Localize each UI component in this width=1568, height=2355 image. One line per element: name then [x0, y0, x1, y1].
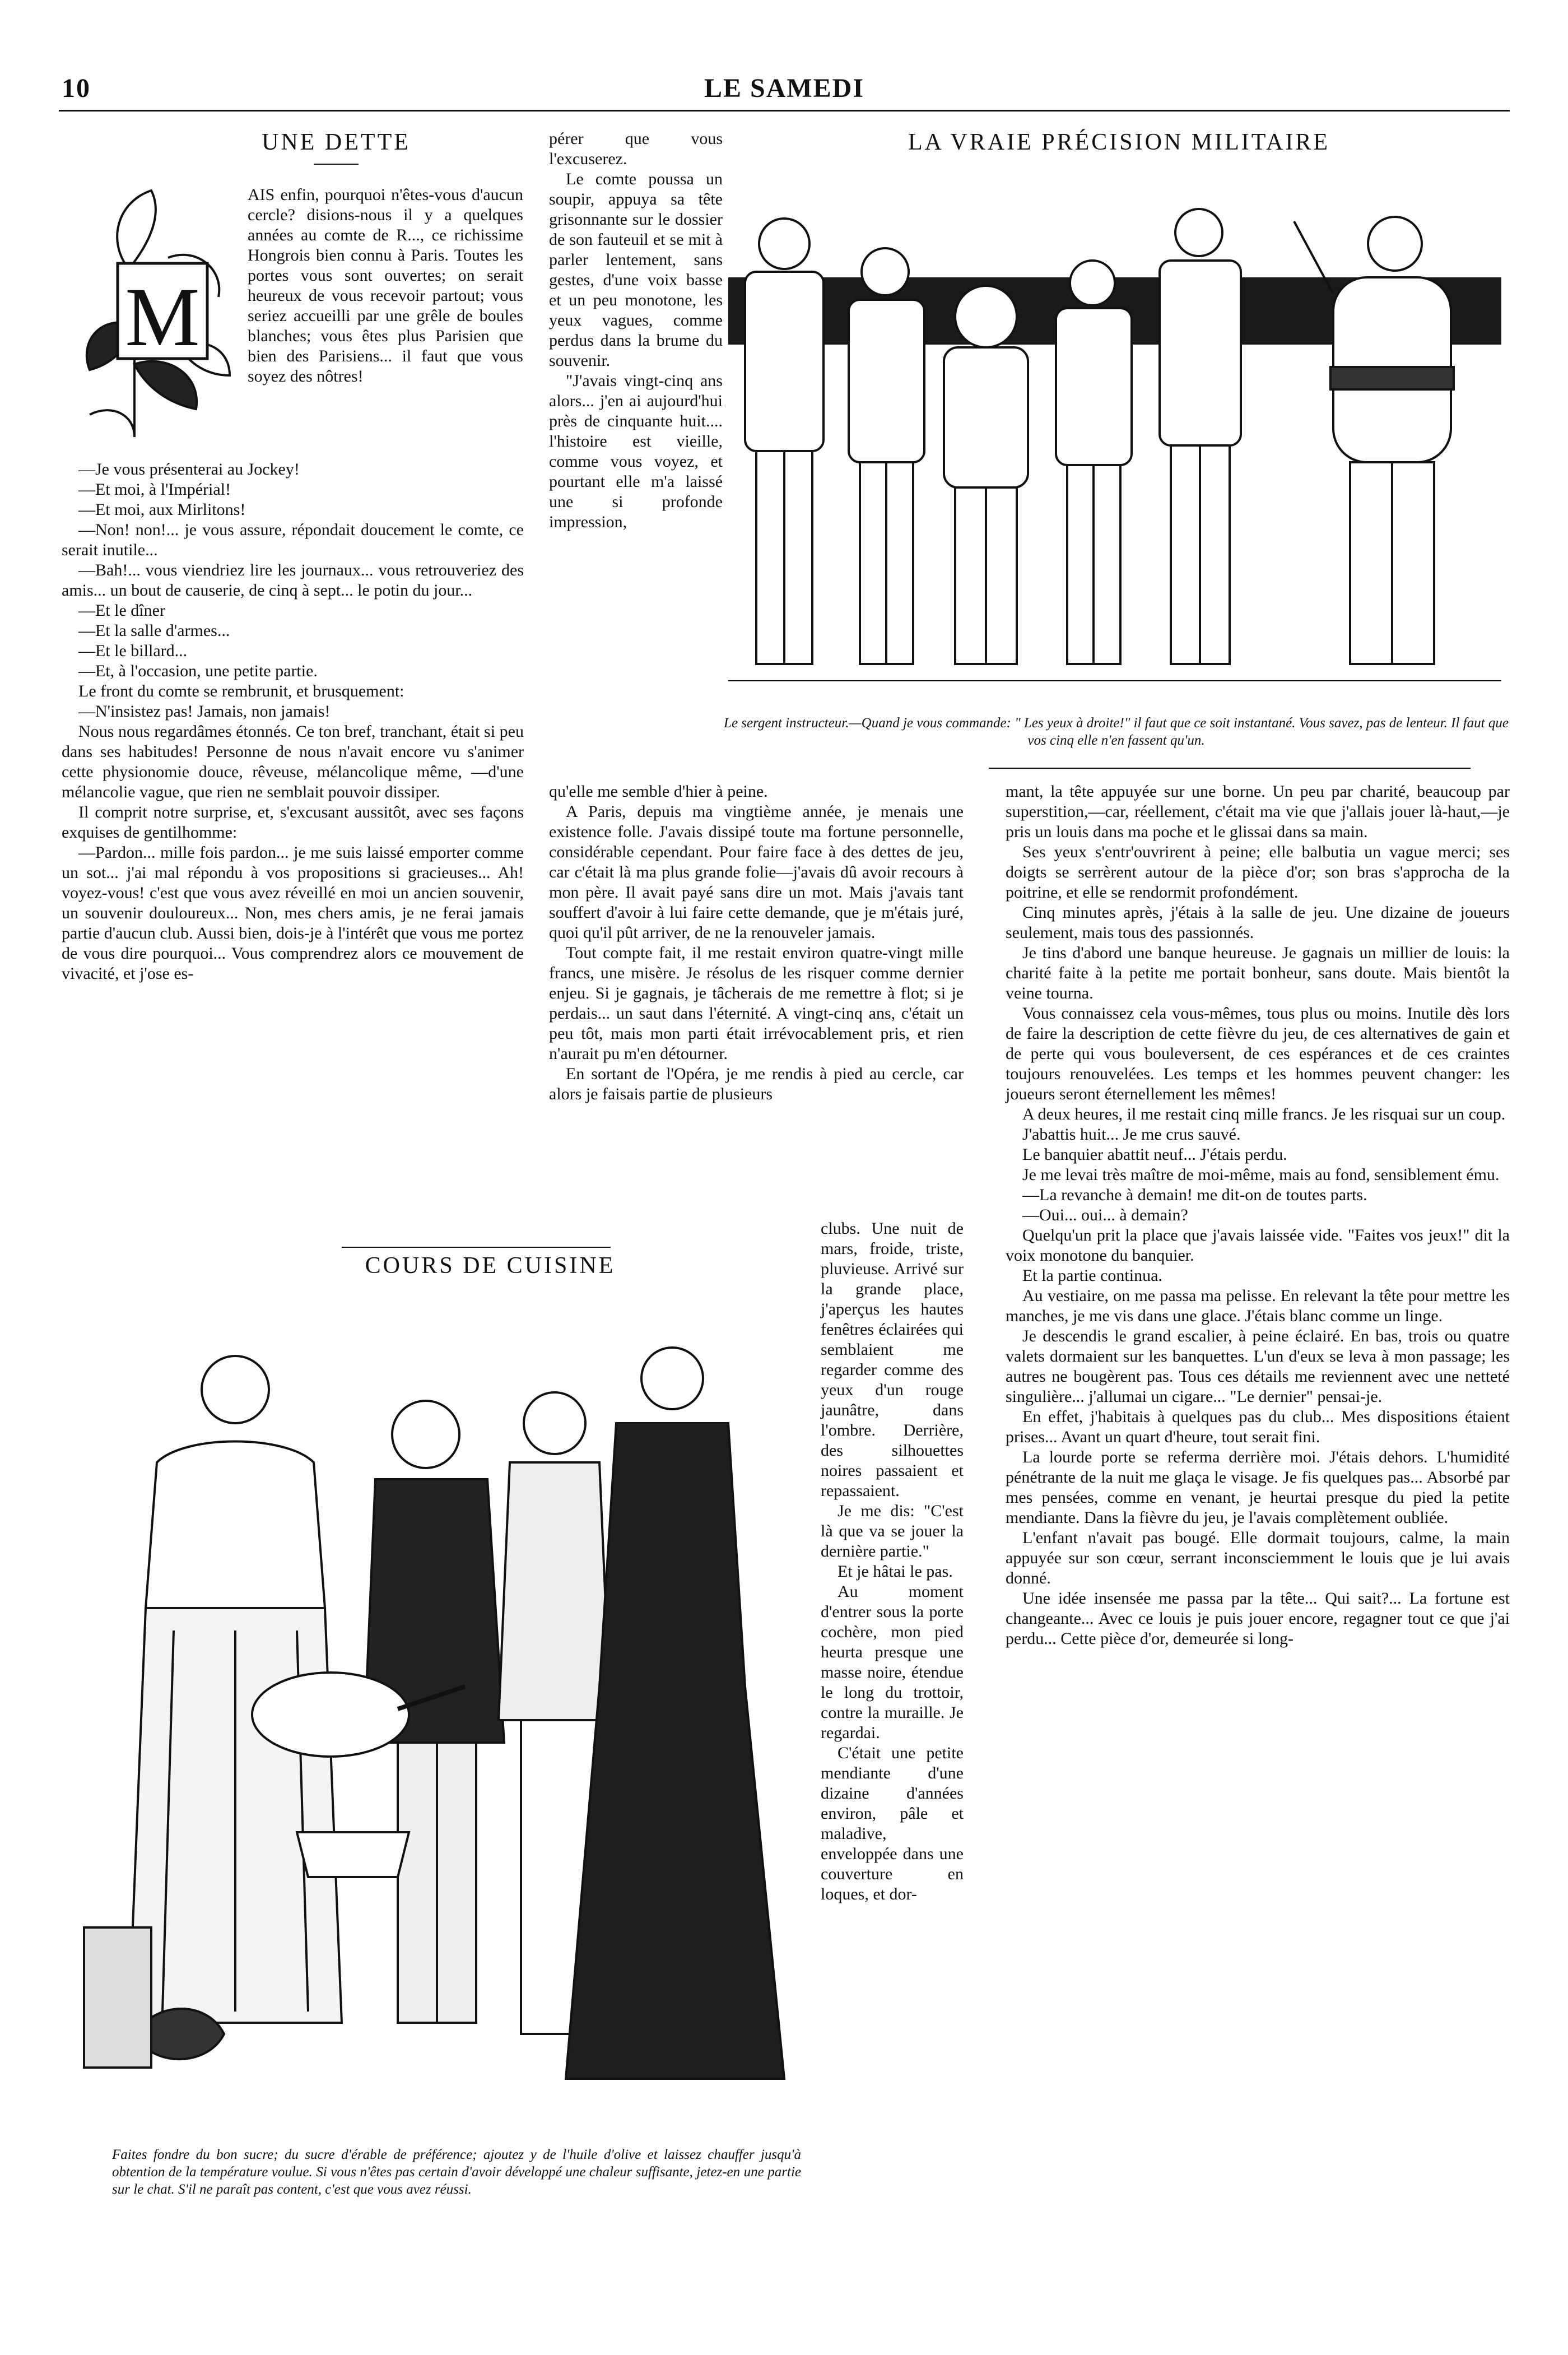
cuisine-cartoon-title: COURS DE CUISINE [365, 1253, 616, 1279]
paragraph: AIS enfin, pourquoi n'êtes-vous d'aucun cercle? disions-nous il y a quelques années au comte de R..., ce richissime Hongrois bien connu à Paris. Toutes les portes vous sont ouvertes; on serait heureux de vous recevoir partout; vous seriez accueilli par une grêle de boules blanches; vous êtes plus Parisien que bien des Parisiens... il faut que vous soyez des nôtres! [248, 185, 523, 385]
paragraph: La lourde porte se referma derrière moi. J'étais dehors. L'humidité pénétrante de la nuit me glaça le visage. Je fis quelques pas... Absorbé par mes pensées, comme en venant, je heurtai presque du pied la petite mendiante. Dans la fièvre du jeu, je l'avais complètement oubliée. [1006, 1448, 1510, 1527]
page-number: 10 [62, 73, 91, 103]
paragraph: —Et, à l'occasion, une petite partie. [78, 662, 318, 680]
paragraph: J'abattis huit... Je me crus sauvé. [1022, 1125, 1241, 1144]
paragraph: mant, la tête appuyée sur une borne. Un peu par charité, beaucoup par superstition,—car, réellement, c'était ma vie que j'allais jouer là-haut,—je pris un louis dans ma poche et le glissai dans sa main. [1006, 782, 1510, 841]
paragraph: Et je hâtai le pas. [837, 1562, 953, 1581]
separator-rule [989, 768, 1471, 769]
soldiers-illustration [723, 160, 1510, 709]
stove [84, 1927, 151, 2068]
story-title: UNE DETTE [262, 129, 411, 155]
cooking-pot [297, 1832, 409, 1877]
drop-cap-letter: M [125, 271, 200, 364]
paragraph: —Bah!... vous viendriez lire les journaux... vous retrouveriez des amis... un bout de causerie, de cinq à sept... le potin du jour... [62, 561, 524, 600]
paragraph: pérer que vous l'excuserez. [549, 129, 723, 168]
journal-title: LE SAMEDI [704, 73, 865, 103]
paragraph: Je me levai très maître de moi-même, mais au fond, sensiblement ému. [1022, 1165, 1500, 1184]
title-rule [342, 1247, 611, 1248]
paragraph: clubs. Une nuit de mars, froide, triste, pluvieuse. Arrivé sur la grande place, j'aperçus les hautes fenêtres éclairées qui semblaient me regarder comme des yeux d'un rouge jaunâtre, dans l'ombre. Derrière, des silhouettes noires passaient et repassaient. [821, 1219, 964, 1500]
paragraph: —Pardon... mille fois pardon... je me suis laissé emporter comme un sot... j'ai mal répondu à vos propositions si gracieuses... Ah! voyez-vous! c'est que vous avez réveillé en moi un ancien souvenir, un souvenir douloureux... Non, mes chers amis, je ne ferai jamais partie d'aucun club. Aussi bien, dois-je à l'intérêt que vous me portez de vous dire pourquoi... Vous comprendrez alors ce mouvement de vivacité, et j'ose es- [62, 843, 524, 983]
paragraph: —N'insistez pas! Jamais, non jamais! [78, 702, 331, 721]
paragraph: L'enfant n'avait pas bougé. Elle dormait toujours, calme, la main appuyée sur son cœur, serrant inconsciemment le louis que je lui avais donné. [1006, 1529, 1510, 1587]
military-cartoon-caption: Le sergent instructeur.—Quand je vous commande: " Les yeux à droite!" il faut que ce soit instantané. Vous savez, pas de lenteur. Il faut que vos cinq elle n'en fassent qu'un. [724, 716, 1509, 748]
paragraph: En sortant de l'Opéra, je me rendis à pied au cercle, car alors je faisais partie de plusieurs [549, 1065, 964, 1103]
paragraph: Je me dis: "C'est là que va se jouer la dernière partie." [821, 1502, 964, 1560]
paragraph: Cinq minutes après, j'étais à la salle de jeu. Une dizaine de joueurs seulement, mais tous des passionnés. [1006, 903, 1510, 942]
frying-pan [252, 1673, 409, 1757]
cooking-lesson-illustration [62, 1294, 812, 2135]
paragraph: En effet, j'habitais à quelques pas du club... Mes dispositions étaient prises... Avant un quart d'heure, tout serait fini. [1006, 1408, 1510, 1446]
paragraph: C'était une petite mendiante d'une dizaine d'années environ, pâle et maladive, enveloppée dans une couverture en loques, et dor- [821, 1744, 964, 1903]
paragraph: Ses yeux s'entr'ouvrirent à peine; elle balbutia un vague merci; ses doigts se serrèrent autour de la pièce d'or; son bras s'approcha de la poitrine, et elle se rendormit profondément. [1006, 843, 1510, 902]
paragraph: —Et le dîner [78, 601, 165, 620]
paragraph: —La revanche à demain! me dit-on de toutes parts. [1022, 1186, 1367, 1204]
title-rule [314, 164, 359, 165]
paragraph: Le comte poussa un soupir, appuya sa tête grisonnante sur le dossier de son fauteuil et se mit à parler lentement, sans gestes, d'une voix basse et un peu monotone, les yeux vagues, comme perdus dans la brume du souvenir. [549, 170, 723, 370]
paragraph: Quelqu'un prit la place que j'avais laissée vide. "Faites vos jeux!" dit la voix monotone du banquier. [1006, 1226, 1510, 1265]
paragraph: —Oui... oui... à demain? [1022, 1206, 1188, 1224]
paragraph: Vous connaissez cela vous-mêmes, tous plus ou moins. Inutile dès lors de faire la description de cette fièvre du jeu, de ces alternatives de gain et de perte qui vous bouleversent, de ces espérances et de ces craintes toujours renouvelées. Les temps et les hommes peuvent changer: les joueurs seront éternellement les mêmes! [1006, 1004, 1510, 1103]
military-cartoon-title: LA VRAIE PRÉCISION MILITAIRE [908, 129, 1330, 155]
paragraph: A deux heures, il me restait cinq mille francs. Je les risquai sur un coup. [1022, 1105, 1506, 1123]
paragraph: Je tins d'abord une banque heureuse. Je gagnais un millier de louis: la charité faite à la petite me portait bonheur, sans doute. Mais bientôt la veine tourna. [1006, 944, 1510, 1002]
soldier-figure [849, 248, 924, 664]
paragraph: Au vestiaire, on me passa ma pelisse. En relevant la tête pour mettre les manches, je me vis dans une glace. J'étais blanc comme un linge. [1006, 1286, 1510, 1325]
paragraph: —Non! non!... je vous assure, répondait doucement le comte, ce serait inutile... [62, 521, 524, 559]
paragraph: Au moment d'entrer sous la porte cochère, mon pied heurta presque une masse noire, étendue le long du trottoir, contre la muraille. Je regardai. [821, 1582, 964, 1742]
paragraph: Et la partie continua. [1022, 1266, 1162, 1285]
soldier-figure [1160, 209, 1241, 664]
column-2-top [549, 129, 723, 532]
paragraph: A Paris, depuis ma vingtième année, je menais une existence folle. J'avais dissipé toute ma fortune personnelle, considérable cependant. Pour faire face à des dettes de jeu, car c'était là ma plus grande folie—j'avais dû avoir recours à mon père. Il avait payé sans dire un mot. Mais j'avais tant souffert d'avoir à lui faire cette demande, que je m'étais juré, quoi qu'il pût arriver, de ne la renouveler jamais. [549, 802, 964, 942]
paragraph: Tout compte fait, il me restait environ quatre-vingt mille francs, une misère. Je résolus de les risquer comme dernier enjeu. Si je gagnais, je tâcherais de me remettre à flot; si je perdais... un saut dans l'éternité. A vingt-cinq ans, c'était un peu tôt, mais mon parti était irrévocablement pris, et rien n'aurait pu m'en détourner. [549, 944, 964, 1063]
column-1-body [62, 459, 524, 984]
paragraph: Une idée insensée me passa par la tête... Qui sait?... La fortune est changeante... Avec ce louis je puis jouer encore, regagner tout ce que j'ai perdu... Cette pièce d'or, demeurée si long- [1006, 1589, 1510, 1648]
header-rule [59, 110, 1510, 112]
column-3-narrow [821, 1219, 964, 1905]
column-1-lead [248, 185, 523, 387]
column-4 [1006, 782, 1510, 1649]
paragraph: —Et moi, aux Mirlitons! [78, 500, 246, 519]
drop-cap-ornament [67, 179, 241, 443]
paragraph: —Et moi, à l'Impérial! [78, 480, 231, 499]
paragraph: —Je vous présenterai au Jockey! [78, 460, 300, 479]
paragraph: Je descendis le grand escalier, à peine éclairé. En bas, trois ou quatre valets dormaient sur les banquettes. L'un d'eux se leva à mon passage; les autres ne bougèrent pas. Tous ces détails me reviennent avec une netteté singulière... j'allumai un cigare... "Le dernier" pensai-je. [1006, 1327, 1510, 1406]
soldier-figure [745, 219, 823, 664]
paragraph: —Et le billard... [78, 642, 188, 660]
column-2-middle [549, 782, 964, 1104]
paragraph: "J'avais vingt-cinq ans alors... j'en ai aujourd'hui près de cinquante huit.... l'histoire est vieille, comme vous voyez, et pourtant elle m'a laissé une si profonde impression, [549, 371, 723, 531]
paragraph: Il comprit notre surprise, et, s'excusant aussitôt, avec ses façons exquises de gentilhomme: [62, 803, 524, 842]
paragraph: qu'elle me semble d'hier à peine. [549, 782, 768, 801]
paragraph: Le front du comte se rembrunit, et brusquement: [78, 682, 404, 700]
cuisine-cartoon-caption: Faites fondre du bon sucre; du sucre d'érable de préférence; ajoutez y de l'huile d'olive et laissez chauffer jusqu'à obtention de la température voulue. Si vous n'êtes pas certain d'avoir développé une chaleur suffisante, jetez-en une partie sur le chat. S'il ne paraît pas content, c'est que vous avez réussi. [112, 2147, 801, 2197]
paragraph: —Et la salle d'armes... [78, 621, 230, 640]
lady-figure [566, 1348, 784, 2079]
paragraph: Nous nous regardâmes étonnés. Ce ton bref, tranchant, était si peu dans ses habitudes! Personne de nous n'avait encore vu s'animer cette physionomie douce, rêveuse, mélancolique même, —d'une mélancolie vague, que rien ne semblait pouvoir dissiper. [62, 722, 524, 801]
paragraph: Le banquier abattit neuf... J'étais perdu. [1022, 1145, 1287, 1164]
soldier-figure [1056, 261, 1132, 664]
